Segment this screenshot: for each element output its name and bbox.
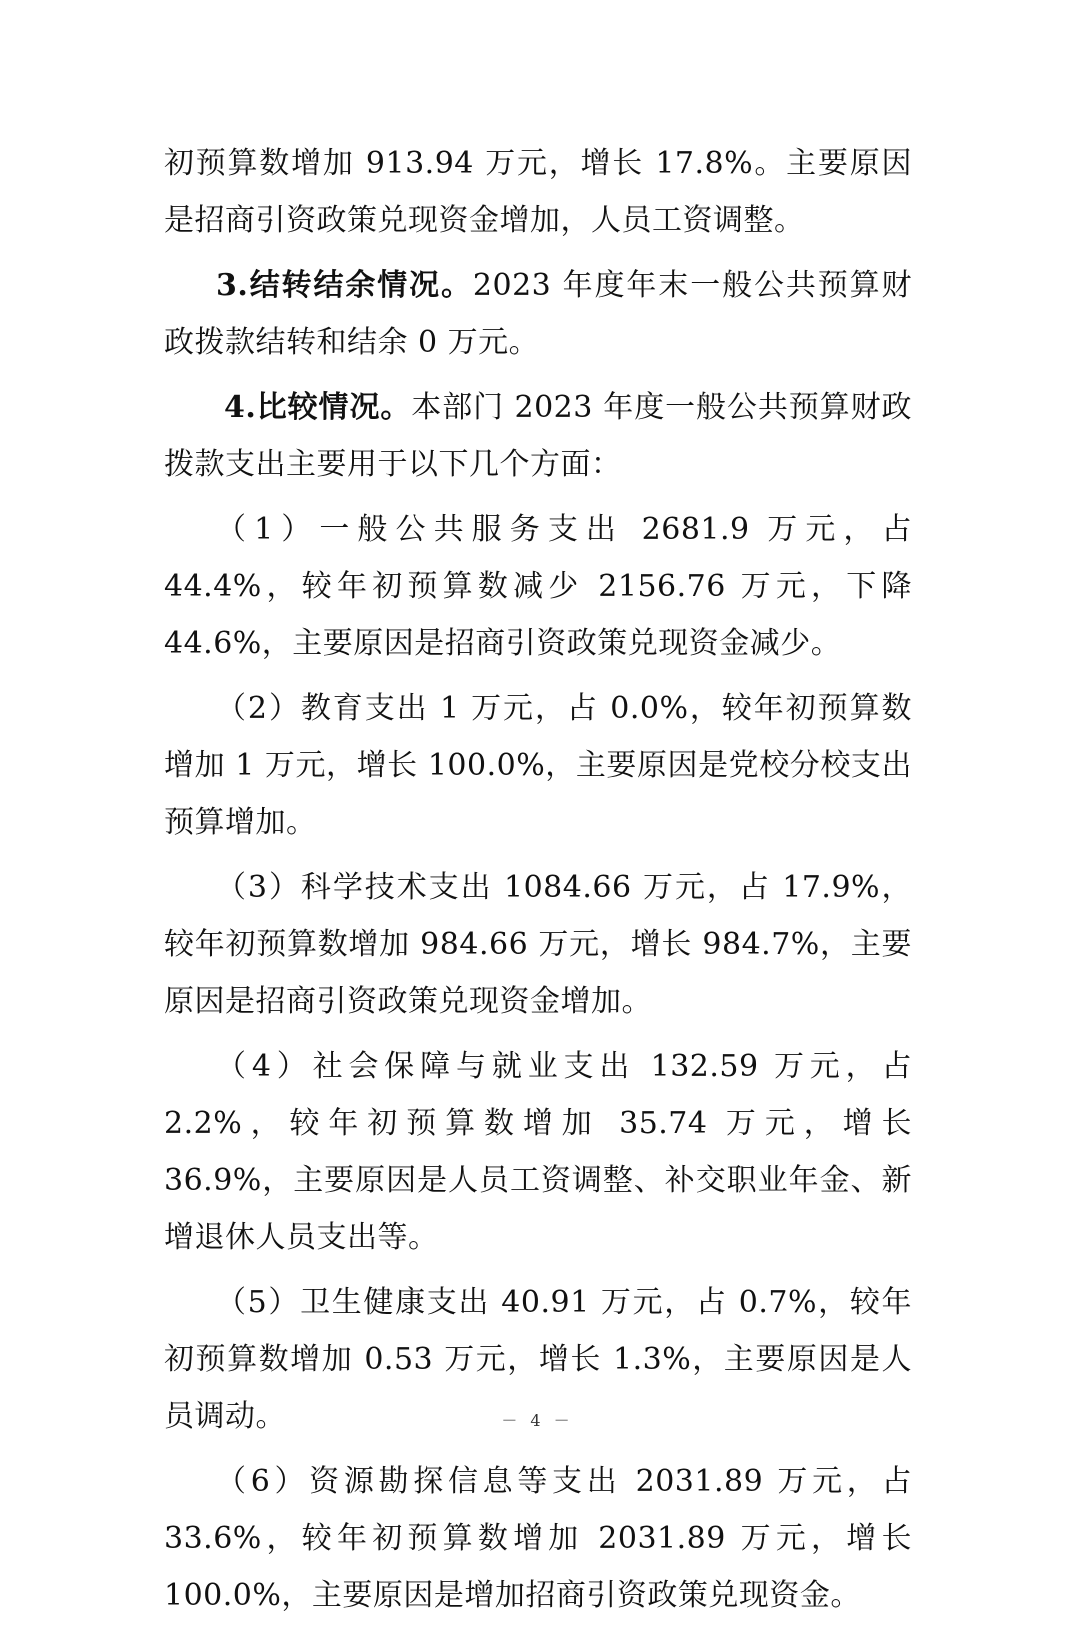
paragraph-text: （4）社会保障与就业支出 132.59 万元，占 2.2%，较年初预算数增加 35.74 万元，增长 36.9%，主要原因是人员工资调整、补交职业年金、新增退休人员支出等。	[164, 1049, 912, 1255]
paragraph-text: （5）卫生健康支出 40.91 万元，占 0.7%，较年初预算数增加 0.53 万元，增长 1.3%，主要原因是人员调动。	[164, 1285, 912, 1434]
paragraph-item-social-security	[164, 1038, 912, 1266]
paragraph-text: 本部门 2023 年度一般公共预算财政拨款支出主要用于以下几个方面：	[164, 390, 912, 482]
page-number: － 4 －	[501, 1411, 574, 1430]
paragraph-carryover	[164, 257, 912, 371]
section-heading-comparison: 4.比较情况。	[224, 390, 412, 425]
paragraph-text: （2）教育支出 1 万元，占 0.0%，较年初预算数增加 1 万元，增长 100.0%，主要原因是党校分校支出预算增加。	[164, 691, 912, 840]
paragraph-comparison	[164, 379, 912, 493]
paragraph-text: 2023 年度年末一般公共预算财政拨款结转和结余 0 万元。	[164, 268, 912, 360]
paragraph-text: （6）资源勘探信息等支出 2031.89 万元，占 33.6%，较年初预算数增加 2031.89 万元，增长 100.0%，主要原因是增加招商引资政策兑现资金。	[164, 1464, 912, 1613]
paragraph-item-resource-exploration	[164, 1453, 912, 1624]
paragraph-item-education	[164, 680, 912, 851]
paragraph-item-science-technology	[164, 859, 912, 1030]
paragraph-text: 初预算数增加 913.94 万元，增长 17.8%。主要原因是招商引资政策兑现资金增加，人员工资调整。	[164, 146, 912, 238]
paragraph-text: （3）科学技术支出 1084.66 万元，占 17.9%，较年初预算数增加 984.66 万元，增长 984.7%，主要原因是招商引资政策兑现资金增加。	[164, 870, 912, 1019]
paragraph-text: （1）一般公共服务支出 2681.9 万元，占 44.4%，较年初预算数减少 2156.76 万元，下降 44.6%，主要原因是招商引资政策兑现资金减少。	[164, 512, 912, 661]
section-heading-carryover: 3.结转结余情况。	[216, 268, 473, 303]
paragraph-item-general-public-services	[164, 501, 912, 672]
paragraph-continuation	[164, 135, 912, 249]
